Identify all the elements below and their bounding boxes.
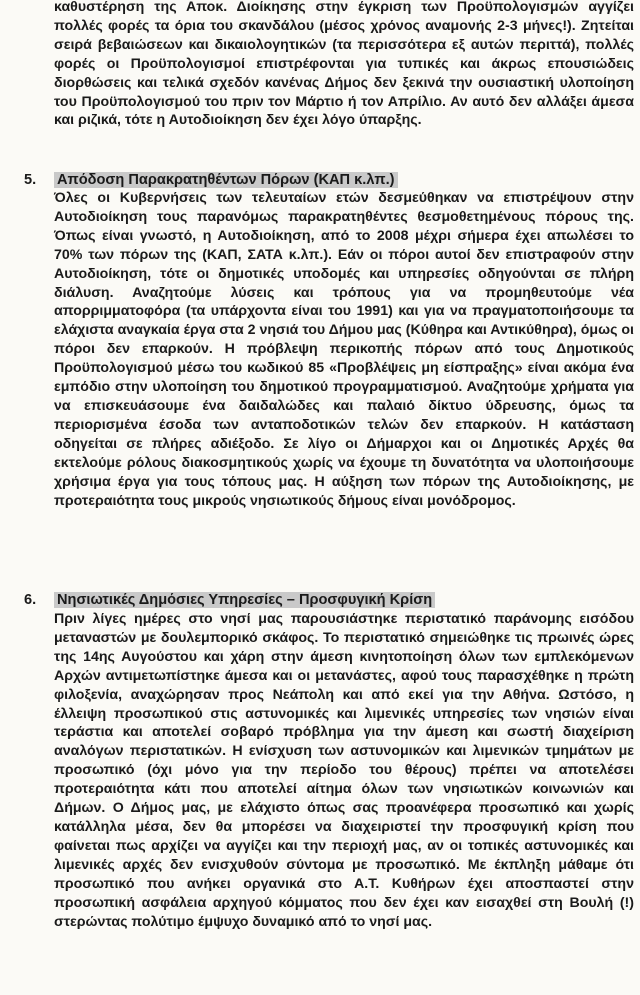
section-5-paragraph: Όλες οι Κυβερνήσεις των τελευταίων ετών δεσμεύθηκαν να επιστρέψουν στην Αυτοδιοίκηση τους παρανόμως παρακρατηθέντες θεσμοθετημένους πόρους της. Όπως είναι γνωστό, η Αυτοδιοίκηση, από το 2008 μέχρι σήμερα έχει απωλέσει το 70% των πόρων της (ΚΑΠ, ΣΑΤΑ κ.λπ.). Εάν οι πόροι αυτοί δεν επιστραφούν στην Αυτοδιοίκηση, τότε οι δημοτικές υποδομές και υπηρεσίες οδηγούνται σε πλήρη διάλυση. Αναζητούμε λύσεις και τρόπους για να προμηθευτούμε νέα απορριμματοφόρα (τα υπάρχοντα είναι του 1991) και για να πραγματοποιήσουμε τα ελάχιστα αναγκαία έργα στα 2 νησιά του Δήμου μας (Κύθηρα και Αντικύθηρα), όμως οι πόροι δεν επαρκούν. Η πρόβλεψη περικοπής πόρων από τους Δημοτικούς Προϋπολογισμού μέσω του κωδικού 85 «Προβλέψεις μη είσπραξης» είναι ακόμα ένα εμπόδιο στην υλοποίηση του δημοτικού προγραμματισμού. Αναζητούμε χρήματα για να επισκευάσουμε ένα δαιδαλώδες και παλαιό δίκτυο ύδρευσης, όμως τα περιορισμένα έσοδα των ανταποδοτικών τελών δεν επαρκούν. Η κατάσταση οδηγείται σε πλήρες αδιέξοδο. Σε λίγο οι Δήμαρχοι και οι Δημοτικές Αρχές θα εκτελούμε ρόλους διακοσμητικούς χωρίς να έχουμε τη δυνατότητα να υλοποιήσουμε χρήσιμα έργα για τους τόπους μας. Η αύξηση των πόρων της Αυτοδιοίκησης, με προτεραιότητα τους μικρούς νησιωτικούς δήμους είναι μονόδρομος.	[54, 190, 634, 509]
section-6-number: 6.	[24, 592, 37, 608]
section-6-title: Νησιωτικές Δημόσιες Υπηρεσίες – Προσφυγική Κρίση	[54, 592, 435, 608]
section-5-number: 5.	[24, 172, 37, 188]
continuation-paragraph: καθυστέρηση της Αποκ. Διοίκησης στην έγκριση των Προϋπολογισμών αγγίζει πολλές φορές τα όρια του σκανδάλου (μέσος χρόνος αναμονής 2-3 μήνες!). Ζητείται σειρά βεβαιώσεων και δικαιολογητικών (τα περισσότερα εξ αυτών περιττά), πολλές φορές οι Προϋπολογισμοί επιστρέφονται για τυπικές και άκρως επουσιώδεις διορθώσεις και τελικά σχεδόν κανένας Δήμος δεν ξεκινά την ουσιαστική υλοποίηση του Προϋπολογισμού του πριν τον Μάρτιο ή τον Απρίλιο. Αν αυτό δεν αλλάξει άμεσα και ριζικά, τότε η Αυτοδιοίκηση δεν έχει λόγο ύπαρξης.	[54, 0, 634, 129]
section-6-paragraph: Πριν λίγες ημέρες στο νησί μας παρουσιάστηκε περιστατικό παράνομης εισόδου μεταναστών με δουλεμπορικό σκάφος. Το περιστατικό σημειώθηκε τις πρωινές ώρες της 14ης Αυγούστου και χάρη στην άμεση κινητοποίηση όλων των εμπλεκόμενων Αρχών αντιμετωπίστηκε άμεσα και οι μετανάστες, αφού τους παρασχέθηκε η πρώτη φιλοξενία, αναχώρησαν προς Νεάπολη και από εκεί για την Αθήνα. Ωστόσο, η έλλειψη προσωπικού στις αστυνομικές και λιμενικές υπηρεσίες των νησιών είναι τεράστια και αποτελεί σοβαρό πρόβλημα για την άμεση και σωστή διαχείριση αναλόγων περιστατικών. Η ενίσχυση των αστυνομικών και λιμενικών τμημάτων με προσωπικό (όχι μόνο για την περίοδο του θέρους) πρέπει να αποτελέσει προτεραιότητα κάτι που αποτελεί αίτημα όλων των νησιωτικών κοινωνιών και Δήμων. Ο Δήμος μας, με ελάχιστο όπως σας προανέφερα προσωπικό και χωρίς κατάλληλα μέσα, δεν θα μπορέσει να διαχειριστεί την προσφυγική κρίση που φαίνεται πως αρχίζει να αγγίζει και την περιοχή μας, αν οι τοπικές αστυνομικές και λιμενικές αρχές δεν ενισχυθούν σύντομα με προσωπικό. Με έκπληξη μάθαμε ότι προσωπικό που ανήκει οργανικά στο Α.Τ. Κυθήρων έχει αποσπαστεί στην προσωπική ασφάλεια αρχηγού κόμματος που δεν έχει καν εισαχθεί στη Βουλή (!) στερώντας πολύτιμο έμψυχο δυναμικό από το νησί μας.	[54, 611, 634, 930]
section-6-heading	[24, 591, 435, 610]
section-5-title: Απόδοση Παρακρατηθέντων Πόρων (ΚΑΠ κ.λπ.)	[54, 172, 398, 188]
section-5-heading	[24, 171, 398, 190]
